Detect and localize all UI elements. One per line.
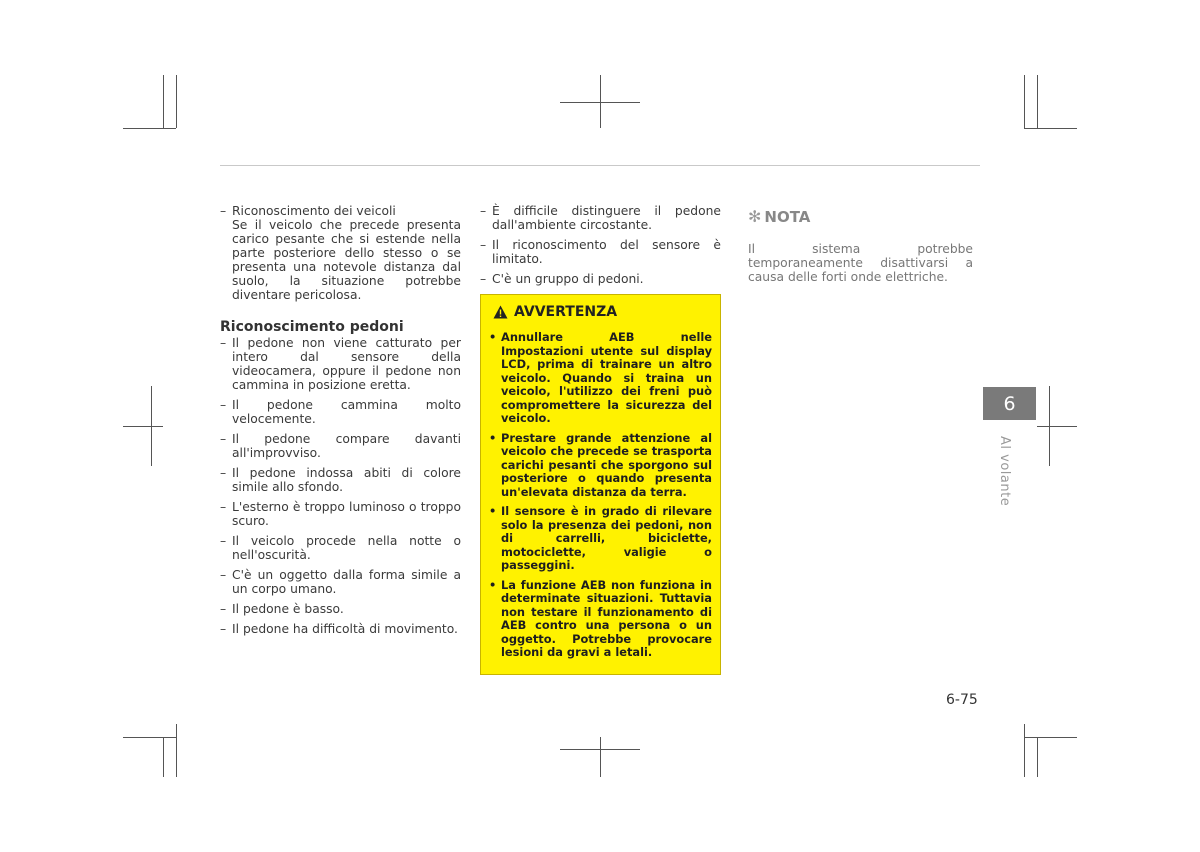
list-item: – Il pedone ha difficoltà di movimento. <box>220 622 461 636</box>
vehicle-recognition-list <box>220 204 461 302</box>
list-item <box>220 204 461 302</box>
column-left <box>220 204 461 642</box>
warning-triangle-icon <box>493 305 508 319</box>
header-rule <box>220 165 980 166</box>
list-item: – Il pedone cammina molto velocemente. <box>220 398 461 426</box>
warning-title: AVVERTENZA <box>514 304 618 320</box>
list-item: – C'è un oggetto dalla forma simile a un corpo umano. <box>220 568 461 596</box>
note-text: Il sistema potrebbe temporaneamente disattivarsi a causa delle forti onde elettriche. <box>748 242 973 284</box>
list-item: – Il pedone compare davanti all'improvviso. <box>220 432 461 460</box>
column-middle <box>480 204 721 675</box>
asterisk-icon: ✻ <box>748 207 762 226</box>
list-item: – Il riconoscimento del sensore è limitato. <box>480 238 721 266</box>
list-item: – C'è un gruppo di pedoni. <box>480 272 721 286</box>
pedestrian-conditions-list <box>480 204 721 286</box>
note-header <box>748 207 973 226</box>
list-item: – Il veicolo procede nella notte o nell'oscurità. <box>220 534 461 562</box>
column-right <box>748 207 973 284</box>
list-item-body: Se il veicolo che precede presenta carico pesante che si estende nella parte posteriore dello stesso o se presenta una notevole distanza dal suolo, la situazione potrebbe diventare pericolosa. <box>232 218 461 302</box>
list-item-title: – Riconoscimento dei veicoli <box>232 204 396 218</box>
warning-item: • Prestare grande attenzione al veicolo che precede se trasporta carichi pesanti che sporgono sul posteriore o quando presenta un'elevata distanza da terra. <box>487 432 712 500</box>
chapter-label: Al volante <box>997 436 1012 507</box>
note-title: NOTA <box>764 208 811 226</box>
list-item: – È difficile distinguere il pedone dall'ambiente circostante. <box>480 204 721 232</box>
list-item: – Il pedone non viene catturato per intero dal sensore della videocamera, oppure il pedone non cammina in posizione eretta. <box>220 336 461 392</box>
chapter-tab: 6 <box>983 387 1036 420</box>
section-title: Riconoscimento pedoni <box>220 319 404 335</box>
warning-item: • Il sensore è in grado di rilevare solo la presenza dei pedoni, non di carrelli, biciclette, motociclette, valigie o passeggini. <box>487 505 712 573</box>
warning-list <box>487 331 712 660</box>
list-item: – L'esterno è troppo luminoso o troppo scuro. <box>220 500 461 528</box>
list-item: – Il pedone indossa abiti di colore simile allo sfondo. <box>220 466 461 494</box>
warning-item: • La funzione AEB non funziona in determinate situazioni. Tuttavia non testare il funzionamento di AEB contro una persona o un oggetto. Potrebbe provocare lesioni da gravi a letali. <box>487 579 712 660</box>
warning-box <box>480 294 721 675</box>
warning-header <box>493 305 712 319</box>
warning-item: • Annullare AEB nelle Impostazioni utente sul display LCD, prima di trainare un altro veicolo. Quando si traina un veicolo, l'utilizzo dei freni può compromettere la sicurezza del veicolo. <box>487 331 712 426</box>
page-number: 6-75 <box>946 692 978 708</box>
pedestrian-recognition-list <box>220 336 461 636</box>
list-item: – Il pedone è basso. <box>220 602 461 616</box>
